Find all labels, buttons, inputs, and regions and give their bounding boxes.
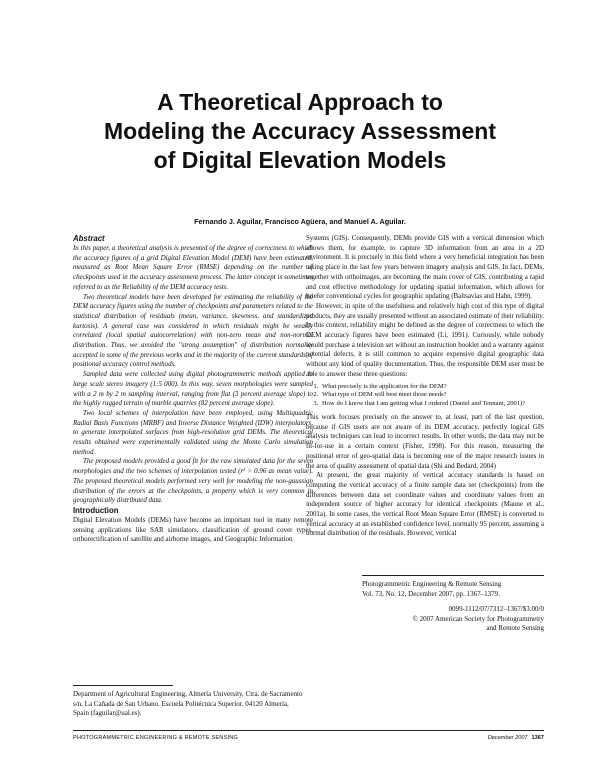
copyright-line: and Remote Sensing [486, 624, 544, 632]
paper-title [60, 88, 540, 175]
journal-info-box [362, 580, 544, 634]
journal-name: Photogrammetric Engineering & Remote Sensing [362, 580, 502, 588]
body-paragraph: This work focuses precisely on the answer to, at least, part of the last question, because if GIS users are not aware of its DEM accuracy, perfectly logical GIS analysis techniques can lead to incorrect results. In other words, the data may not be fit-for-use in a certain context (Fisher, 1998). For this reason, measuring the positional error of geo-spatial data is becoming one of the major research issues in the area of quality assessment of spatial data (Shi and Bedard, 2004) [306, 413, 544, 470]
footer-journal-name: PHOTOGRAMMETRIC ENGINEERING & REMOTE SENSING [73, 735, 239, 741]
abstract-paragraph: The proposed models provided a good fit for the raw simulated data for the seven morphologies and the two schemes of interpolation tested (r² > 0.96 as mean value). The proposed theoretical models performed very well for modeling the non-gaussian distribution of the errors at the checkpoints, a property which is very common in geographically distributed data. [73, 457, 313, 505]
abstract-paragraph: Two theoretical models have been developed for estimating the reliability of the DEM accuracy figures using the number of checkpoints and parameters related to the statistical distribution of residuals (mean, variance, skewness, and standardized kurtosis). A general case was considered in which residuals might be weakly correlated (local spatial autocorrelation) with non-zero mean and non-normal distribution. Thus, we avoided the "strong assumption" of distribution normality accepted in some of the previous works and in the majority of the current standards of positional accuracy control methods. [73, 292, 313, 369]
journal-code: 0099-1112/07/7312–1367/$3.00/0 [448, 605, 544, 613]
question-item: 3. How do I know that I am getting what I ordered (Daniel and Tennant, 2001)? [320, 400, 544, 409]
footer-month: December 2007 [487, 735, 528, 741]
author-affiliation: Department of Agricultural Engineering, Almería University, Ctra. de Sacramento s/n, La Cañada de San Urbano. Escuela Politécnica Superior. 04120 Almería, Spain (faguilar@ual.es). [73, 690, 303, 718]
title-line-2: Modeling the Accuracy Assessment [104, 118, 496, 144]
journal-volume: Vol. 73, No. 12, December 2007, pp. 1367–1379. [362, 589, 500, 598]
abstract-paragraph: Sampled data were collected using digital photogrammetric methods applied to large scale stereo imagery (1:5 000). In this way, seven morphologies were sampled with a 2 m by 2 m sampling interval, ranging from flat (3 percent average slope) to the highly rugged terrain of marble quarries (82 percent average slope). [73, 370, 313, 408]
body-paragraph: At present, the great majority of vertical accuracy standards is based on computing the vertical accuracy of a finite sample data set (checkpoints) from the differences between data set coordinate values and coordinate values from an independent source of higher accuracy for identical checkpoints (Maune et al., 2001a). In some cases, the vertical Root Mean Square Error (RMSE) is converted to vertical accuracy at an established confidence level, normally 95 percent, assuming a normal distribution of the residuals. However, vertical [306, 471, 544, 538]
abstract-paragraph: In this paper, a theoretical analysis is presented of the degree of correctness to which the accuracy figures of a grid Digital Elevation Model (DEM) have been estimated, measured as Root Mean Square Error (RMSE) depending on the number of checkpoints used in the accuracy assessment process. The latter concept is sometimes referred to as the Reliability of the DEM accuracy tests. [73, 244, 313, 291]
footer-date-page [488, 735, 544, 741]
question-item: 1. What precisely is the application for the DEM? [320, 383, 544, 392]
page-number: 1367 [531, 735, 544, 741]
affiliation-rule [73, 685, 173, 686]
abstract-paragraph: Two local schemes of interpolation have been employed, using Multiquadric Radial Basis Functions (MRBF) and Inverse Distance Weighted (IDW) interpolators, to generate interpolated surfaces from high-resolution grid DEMs. The theoretical results obtained were experimentally validated using the Monte Carlo simulation method. [73, 408, 313, 456]
body-paragraph: However, in spite of the usefulness and relatively high cost of this type of digital products, they are usually presented without an associated estimate of their reliability. In this context, reliability might be defined as the degree of correctness to which the DEM accuracy figures have been estimated (Li, 1991). Curiously, while nobody would purchase a television set without an instruction booklet and a warranty against potential defects, it is still common to acquire expensive digital geographic data without any kind of quality documentation. Thus, the responsible DEM user must be able to answer these three questions: [306, 301, 544, 378]
left-column [73, 234, 313, 545]
abstract-heading: Abstract [73, 234, 105, 243]
right-column [306, 234, 544, 539]
introduction-paragraph: Digital Elevation Models (DEMs) have become an important tool in many remote sensing applications like SAR simulators, classification of ground cover types, orthorectification of satellite and airborne images, and Geographic Information [73, 515, 313, 544]
title-line-3: of Digital Elevation Models [153, 147, 447, 173]
author-list: Fernando J. Aguilar, Francisco Agüera, and Manuel A. Aguilar. [194, 217, 406, 226]
copyright-line: © 2007 American Society for Photogrammetry [412, 614, 544, 623]
body-paragraph: Systems (GIS). Consequently, DEMs provide GIS with a vertical dimension which allows them, for example, to capture 3D information from an area in a 2D environment. It is precisely in this field where a very beneficial integration has been taking place in the last few years between imagery analysis and GIS. In fact, DEMs, together with orthoimages, are becoming the main cover of GIS, contributing a rapid and cost effective methodology for updating spatial information, which allows for briefer conventional cycles for geographic updating (Baltsavias and Hahn, 1999). [306, 234, 544, 301]
question-list [306, 383, 544, 409]
introduction-heading: Introduction [73, 505, 119, 515]
abstract-section [73, 234, 313, 506]
journal-info-rule [362, 575, 544, 576]
question-item: 2. What type of DEM will best meet those needs? [320, 391, 544, 400]
footer-rule [73, 730, 544, 731]
title-line-1: A Theoretical Approach to [157, 89, 443, 115]
